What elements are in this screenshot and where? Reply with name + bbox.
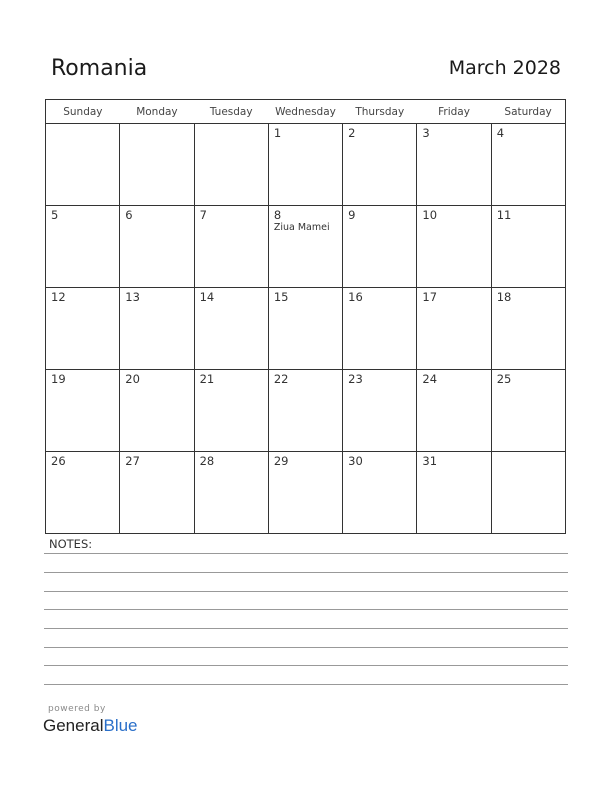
day-cell [268, 288, 342, 370]
day-cell [46, 288, 120, 370]
brand-general: General [43, 716, 104, 735]
day-cell [268, 452, 342, 534]
weekday-friday: Friday [417, 100, 491, 124]
day-number: 1 [273, 126, 282, 140]
day-number: 27 [125, 454, 140, 468]
notes-label: NOTES: [49, 537, 93, 551]
day-number: 16 [348, 290, 363, 304]
day-cell [343, 452, 417, 534]
day-cell [343, 370, 417, 452]
day-cell [120, 288, 194, 370]
weekday-wednesday: Wednesday [268, 100, 342, 124]
day-cell [120, 124, 194, 206]
day-number: 9 [348, 208, 356, 222]
day-cell [268, 124, 342, 206]
weekday-header-row [46, 100, 566, 124]
day-number: 7 [199, 208, 207, 222]
day-cell [417, 370, 491, 452]
day-cell [194, 370, 268, 452]
day-number: 23 [348, 372, 363, 386]
note-line [44, 665, 568, 666]
day-number: 4 [496, 126, 505, 140]
day-number: 3 [422, 126, 430, 140]
day-cell [417, 206, 491, 288]
week-row [46, 124, 566, 206]
day-number: 29 [273, 454, 289, 468]
day-cell [343, 124, 417, 206]
day-cell [46, 452, 120, 534]
day-cell [491, 452, 565, 534]
day-cell [417, 288, 491, 370]
day-number: 19 [51, 372, 66, 386]
weekday-tuesday: Tuesday [194, 100, 268, 124]
brand-blue: Blue [103, 716, 138, 735]
day-number: 24 [422, 372, 438, 386]
week-row [46, 206, 566, 288]
day-cell [491, 124, 565, 206]
day-number: 13 [125, 290, 140, 304]
day-cell [46, 124, 120, 206]
note-line [44, 591, 568, 592]
day-cell [194, 452, 268, 534]
day-number: 5 [51, 208, 59, 222]
day-number: 8 [273, 208, 282, 222]
powered-by-text: powered by [48, 704, 106, 714]
week-row [46, 452, 566, 534]
day-number: 26 [51, 454, 66, 468]
country-title: Romania [51, 56, 148, 81]
day-cell [120, 370, 194, 452]
day-cell [194, 206, 268, 288]
day-cell [343, 206, 417, 288]
day-cell [491, 370, 565, 452]
weekday-monday: Monday [120, 100, 194, 124]
day-number: 6 [125, 208, 133, 222]
generalblue-logo [43, 716, 138, 736]
day-cell [417, 452, 491, 534]
day-number: 25 [496, 372, 512, 386]
note-line [44, 572, 568, 573]
day-cell [268, 370, 342, 452]
day-cell [491, 206, 565, 288]
day-number: 12 [51, 290, 66, 304]
weekday-saturday: Saturday [491, 100, 565, 124]
day-cell [491, 288, 565, 370]
week-row [46, 370, 566, 452]
day-cell [46, 370, 120, 452]
day-number: 15 [273, 290, 289, 304]
day-cell [194, 124, 268, 206]
day-cell [120, 206, 194, 288]
day-cell [417, 124, 491, 206]
note-line [44, 609, 568, 610]
note-line [44, 553, 568, 554]
note-line [44, 628, 568, 629]
day-number: 31 [422, 454, 438, 468]
day-cell [268, 206, 342, 288]
day-cell [46, 206, 120, 288]
day-number: 10 [422, 208, 438, 222]
day-number: 2 [348, 126, 356, 140]
day-number: 18 [496, 290, 512, 304]
day-cell [343, 288, 417, 370]
day-cell [120, 452, 194, 534]
day-number: 17 [422, 290, 438, 304]
note-line [44, 647, 568, 648]
month-year-title: March 2028 [448, 57, 561, 79]
weekday-thursday: Thursday [343, 100, 417, 124]
day-number: 30 [348, 454, 363, 468]
holiday-label: Ziua Mamei [273, 222, 330, 233]
calendar-body [46, 124, 566, 534]
day-number: 28 [199, 454, 215, 468]
day-number: 11 [496, 208, 512, 222]
day-number: 20 [125, 372, 140, 386]
week-row [46, 288, 566, 370]
note-line [44, 684, 568, 685]
weekday-sunday: Sunday [46, 100, 120, 124]
day-number: 22 [273, 372, 289, 386]
day-number: 14 [199, 290, 215, 304]
day-cell [194, 288, 268, 370]
calendar-grid [45, 99, 566, 534]
day-number: 21 [199, 372, 215, 386]
